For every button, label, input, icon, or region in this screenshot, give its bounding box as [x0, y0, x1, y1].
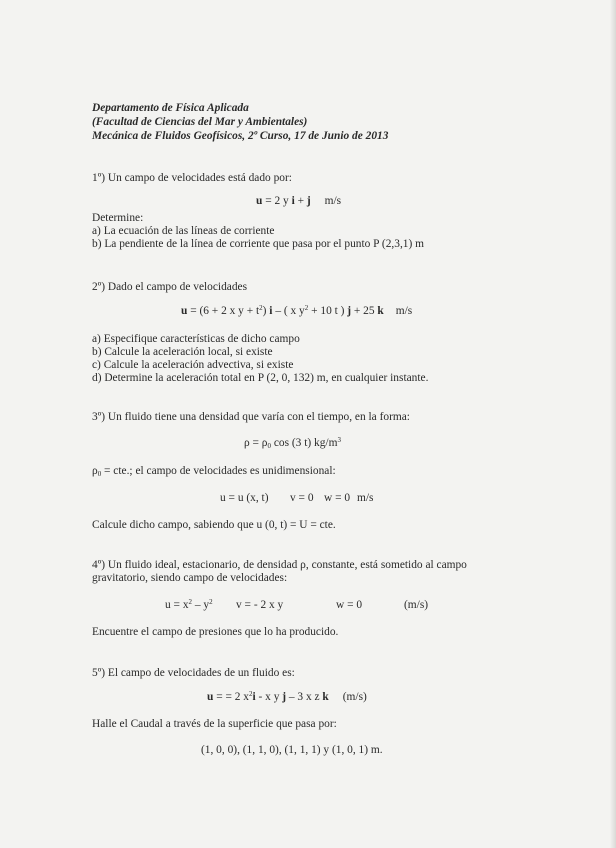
p4-u-exp2: 2 — [209, 598, 213, 606]
p3-eq-exp3: 3 — [337, 436, 341, 444]
p2-eq-j: j — [347, 305, 352, 317]
p4-intro-2: gravitatorio, siendo campo de velocidades: — [92, 572, 288, 584]
p2-eq-part4: + 10 t ) — [308, 305, 348, 317]
p4-intro-1: 4º) Un fluido ideal, estacionario, de densidad ρ, constante, está sometido al campo — [92, 559, 467, 571]
p3-ask: Calcule dicho campo, sabiendo que u (0, t) = U = cte. — [92, 519, 336, 531]
p5-equation — [207, 690, 367, 704]
p2-eq-k: k — [377, 305, 384, 317]
p1-eq-plus: + — [294, 195, 307, 207]
p1-determine: Determine: — [92, 212, 144, 224]
p1-item-b: b) La pendiente de la línea de corriente que pasa por el punto P (2,3,1) m — [92, 238, 425, 250]
p5-eq-units: (m/s) — [342, 691, 367, 703]
p2-eq-part1: = (6 + 2 x y + t — [187, 305, 260, 317]
p5-eq-i: i — [252, 691, 256, 703]
p3-rho0: ρ — [92, 465, 98, 477]
p2-equation — [181, 304, 412, 318]
p2-item-d: d) Determine la aceleración total en P (2, 0, 132) m, en cualquier instante. — [92, 372, 429, 384]
p2-item-c: c) Calcule la aceleración advectiva, si existe — [92, 359, 294, 371]
p2-eq-exp-t: 2 — [259, 304, 263, 312]
p3-rho0-line — [92, 464, 336, 478]
p1-eq-i: i — [291, 195, 295, 207]
p3-units: m/s — [357, 492, 374, 504]
p4-u-exp1: 2 — [188, 598, 193, 606]
header-department: Departamento de Física Aplicada — [92, 102, 249, 114]
p4-units: (m/s) — [404, 599, 429, 611]
p2-item-b: b) Calcule la aceleración local, si existe — [92, 346, 273, 358]
p1-item-a: a) La ecuación de las líneas de corriente — [92, 225, 275, 237]
p2-eq-part3: – ( x y — [272, 305, 305, 317]
p3-v-eq: v = 0 — [290, 492, 314, 504]
p4-v-eq: v = - 2 x y — [236, 599, 284, 611]
p1-eq-j: j — [306, 195, 311, 207]
p2-eq-part2: ) — [262, 305, 270, 317]
p4-w-eq: w = 0 — [336, 599, 363, 611]
p1-eq-lhs: u — [256, 195, 263, 207]
p3-eq-rhs: cos (3 t) kg/m — [271, 437, 338, 449]
p2-item-a: a) Especifique características de dicho campo — [92, 333, 300, 345]
p5-eq-part1: = = 2 x — [213, 691, 249, 703]
p5-eq-lhs: u — [207, 691, 214, 703]
scan-edge — [610, 0, 616, 848]
p2-intro: 2º) Dado el campo de velocidades — [92, 281, 248, 293]
p3-rho0-text: = cte.; el campo de velocidades es unidimensional: — [101, 465, 336, 477]
p1-eq-mid: = 2 y — [262, 195, 292, 207]
p2-eq-part5: + 25 — [351, 305, 378, 317]
p5-eq-part2: - x y — [255, 691, 283, 703]
p2-eq-i: i — [269, 305, 273, 317]
p2-eq-units: m/s — [395, 305, 413, 317]
p4-ask: Encuentre el campo de presiones que lo ha producido. — [92, 626, 339, 638]
p2-eq-lhs: u — [181, 305, 188, 317]
p5-eq-k: k — [322, 691, 329, 703]
p3-eq-lhs: ρ = ρ — [244, 437, 268, 449]
p3-u-eq: u = u (x, t) — [220, 492, 269, 504]
p4-u-eq — [165, 598, 213, 612]
p5-intro: 5º) El campo de velocidades de un fluido es: — [92, 667, 295, 679]
p5-points: (1, 0, 0), (1, 1, 0), (1, 1, 1) y (1, 0, 1) m. — [201, 744, 383, 756]
p4-u-a: u = x — [165, 599, 189, 611]
header-course: Mecánica de Fluidos Geofísicos, 2º Curso, 17 de Junio de 2013 — [92, 130, 389, 142]
p3-intro: 3º) Un fluido tiene una densidad que varía con el tiempo, en la forma: — [92, 411, 410, 423]
p4-u-b: – y — [192, 599, 210, 611]
p3-eq-sub0: 0 — [267, 442, 271, 450]
p2-eq-exp-y: 2 — [304, 304, 309, 312]
p3-w-eq: w = 0 — [324, 492, 351, 504]
p5-ask: Halle el Caudal a través de la superficie que pasa por: — [92, 718, 337, 730]
p1-eq-units: m/s — [324, 195, 342, 207]
p1-intro: 1º) Un campo de velocidades está dado por: — [92, 172, 292, 184]
p1-equation — [256, 194, 341, 208]
p3-density-equation — [244, 436, 341, 450]
p5-eq-exp: 2 — [248, 690, 253, 698]
p3-rho0-sub: 0 — [97, 470, 102, 478]
p5-eq-j: j — [282, 691, 287, 703]
header-faculty: (Facultad de Ciencias del Mar y Ambientales) — [92, 116, 308, 128]
p5-eq-part3: – 3 x z — [286, 691, 323, 703]
